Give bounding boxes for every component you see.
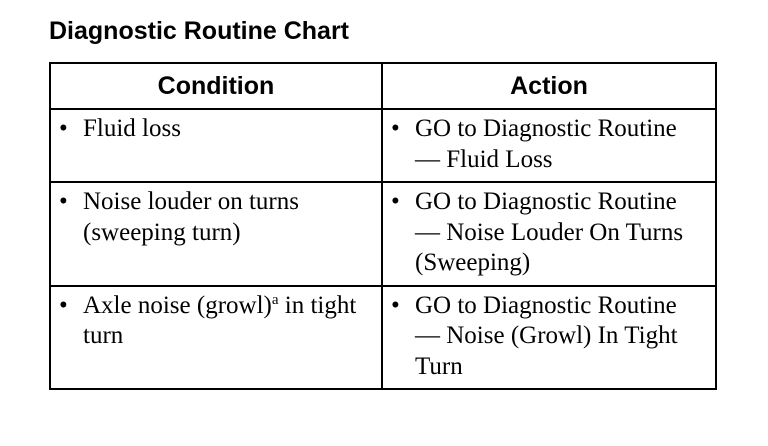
table-row [50,286,716,390]
diagnostic-routine-table [49,62,717,390]
bullet-icon: • [391,115,400,142]
condition-cell [50,286,382,390]
bullet-icon: • [391,291,400,319]
action-text: GO to Diagnostic Routine — Fluid Loss [415,115,677,173]
table-header-row [50,63,716,109]
condition-column-header: Condition [50,63,382,109]
bullet-icon: • [391,188,400,215]
bullet-icon: • [59,188,68,215]
bullet-icon: • [59,115,68,142]
condition-text-main: Axle noise (growl) [83,291,272,319]
chart-title: Diagnostic Routine Chart [49,17,350,45]
action-column-header: Action [382,63,716,109]
action-cell [382,182,716,286]
condition-text: Fluid loss [83,115,181,142]
action-text: GO to Diagnostic Routine — Noise (Growl) In Tight Turn [415,291,678,380]
condition-text-suffix: in tight turn [83,291,357,349]
action-cell [382,109,716,182]
action-text: GO to Diagnostic Routine — Noise Louder On Turns (Sweeping) [415,188,684,276]
table-row [50,182,716,286]
condition-cell [50,182,382,286]
condition-cell [50,109,382,182]
bullet-icon: • [59,291,68,319]
condition-text: Noise louder on turns (sweeping turn) [83,188,299,246]
action-cell [382,286,716,390]
footnote-marker: a [271,291,279,308]
table-row [50,109,716,182]
condition-text [83,291,373,352]
